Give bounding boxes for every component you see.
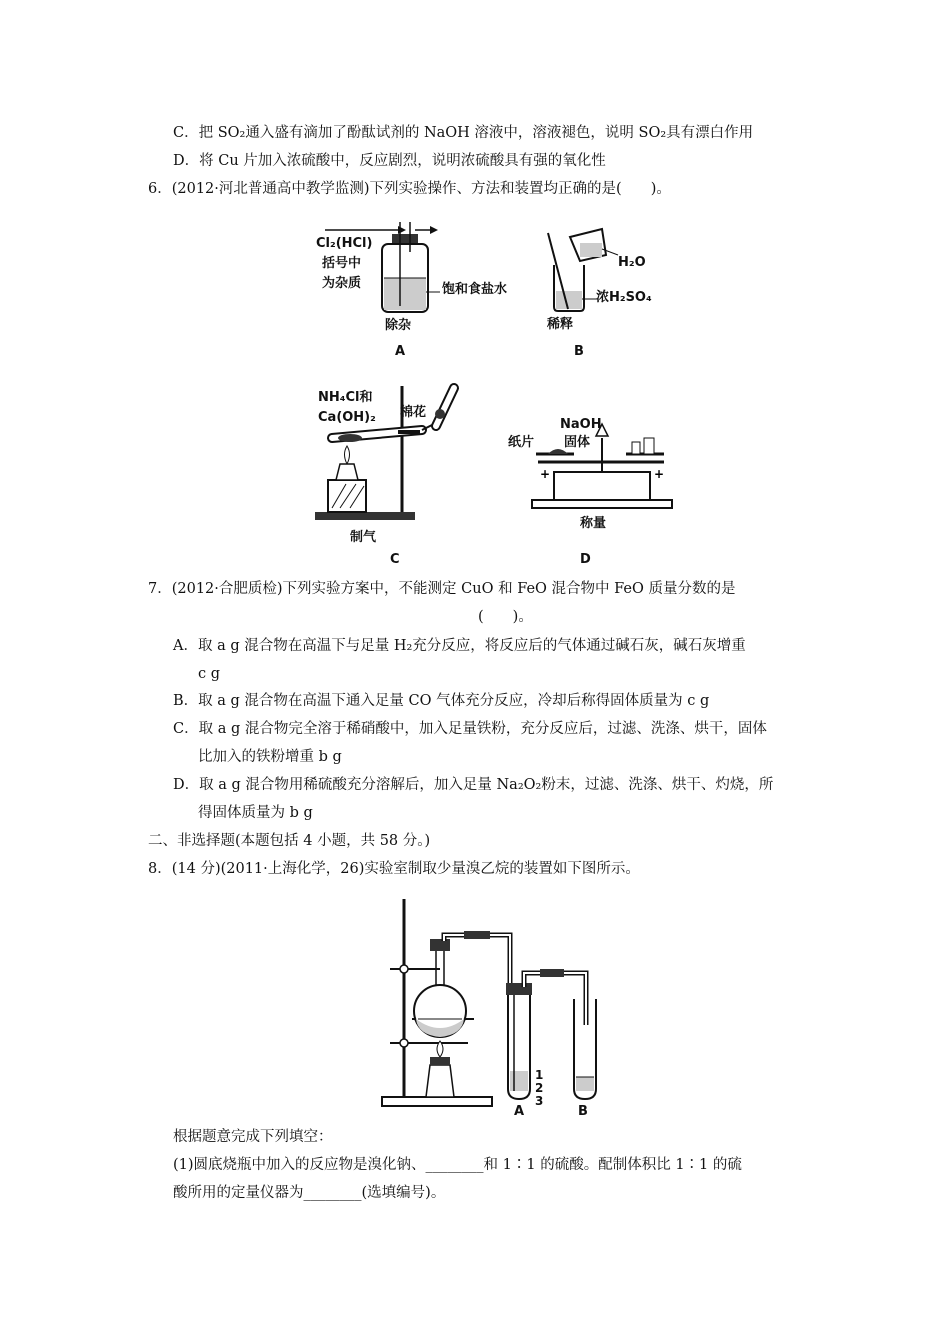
figure-c-reagent-1: NH₄Cl和 — [318, 390, 373, 405]
figure-d-letter: D — [580, 552, 591, 567]
q7-option-c-line2: 比加入的铁粉增重 b g — [198, 749, 342, 765]
q7-option-d-line1: D．取 a g 混合物用稀硫酸充分溶解后，加入足量 Na₂O₂粉末，过滤、洗涤、烘干、灼烧，所 — [173, 777, 774, 793]
q8-part1-line2: 酸所用的定量仪器为________(选填编号)。 — [173, 1185, 446, 1201]
figure-c-cotton-label: 棉花 — [400, 405, 427, 420]
figure-label-3: 3 — [535, 1094, 544, 1108]
figure-b-letter: B — [574, 344, 584, 359]
q7-option-d-line2: 得固体质量为 b g — [198, 805, 313, 821]
figure-b-water-label: H₂O — [618, 255, 646, 270]
q7-option-a-line1: A．取 a g 混合物在高温下与足量 H₂充分反应，将反应后的气体通过碱石灰，碱石灰增重 — [173, 638, 746, 654]
svg-text:+: + — [654, 467, 665, 481]
figure-tube-b-letter: B — [578, 1104, 588, 1119]
q5-option-d: D．将 Cu 片加入浓硫酸中，反应剧烈，说明浓硫酸具有强的氧化性 — [173, 153, 606, 169]
section-2-heading: 二、非选择题(本题包括 4 小题，共 58 分。) — [148, 833, 431, 849]
q7-option-b: B．取 a g 混合物在高温下通入足量 CO 气体充分反应，冷却后称得固体质量为 c g — [173, 693, 710, 709]
q8-intro: 根据题意完成下列填空： — [173, 1129, 333, 1145]
figure-a-caption: 除杂 — [385, 318, 412, 333]
figure-d-caption: 称量 — [580, 516, 607, 531]
figure-tube-a-letter: A — [514, 1104, 525, 1119]
q5-option-c: C．把 SO₂通入盛有滴加了酚酞试剂的 NaOH 溶液中，溶液褪色，说明 SO₂具有漂白作用 — [173, 125, 754, 141]
q6-stem: 6．(2012·河北普通高中教学监测)下列实验操作、方法和装置均正确的是( )。 — [148, 181, 671, 197]
figure-a-note-1: 括号中 — [322, 256, 362, 271]
svg-text:+: + — [540, 467, 551, 481]
q7-option-c-line1: C．取 a g 混合物完全溶于稀硝酸中，加入足量铁粉，充分反应后，过滤、洗涤、烘干，固体 — [173, 721, 767, 737]
figure-b-acid-label: 浓H₂SO₄ — [596, 290, 652, 305]
figure-a-liquid-label: 饱和食盐水 — [442, 282, 508, 297]
figure-a-letter: A — [395, 344, 406, 359]
figure-d-naoh-label: NaOH — [560, 417, 602, 432]
figure-a-note-2: 为杂质 — [322, 276, 362, 291]
figure-c-caption: 制气 — [350, 530, 377, 545]
figure-a-gas-label: Cl₂(HCl) — [316, 236, 373, 251]
q7-option-a-line2: c g — [198, 666, 221, 682]
q7-stem: 7．(2012·合肥质检)下列实验方案中，不能测定 CuO 和 FeO 混合物中 FeO 质量分数的是 — [148, 581, 736, 597]
figure-label-2: 2 — [535, 1081, 544, 1095]
figure-d-solid-label: 固体 — [564, 435, 591, 450]
figure-d-weighing — [518, 420, 688, 512]
figure-d-paper-label: 纸片 — [508, 435, 535, 450]
figure-b-caption: 稀释 — [547, 317, 574, 332]
figure-bromoethane-apparatus — [380, 895, 630, 1120]
figure-label-1: 1 — [535, 1068, 544, 1082]
figure-c-letter: C — [390, 552, 400, 567]
figure-c-reagent-2: Ca(OH)₂ — [318, 410, 376, 425]
q8-stem: 8．(14 分)(2011·上海化学，26)实验室制取少量溴乙烷的装置如下图所示。 — [148, 861, 640, 877]
q8-part1-line1: (1)圆底烧瓶中加入的反应物是溴化钠、________和 1∶1 的硫酸。配制体积比 1∶1 的硫 — [173, 1157, 742, 1173]
q7-answer-paren: ( )。 — [478, 609, 533, 625]
